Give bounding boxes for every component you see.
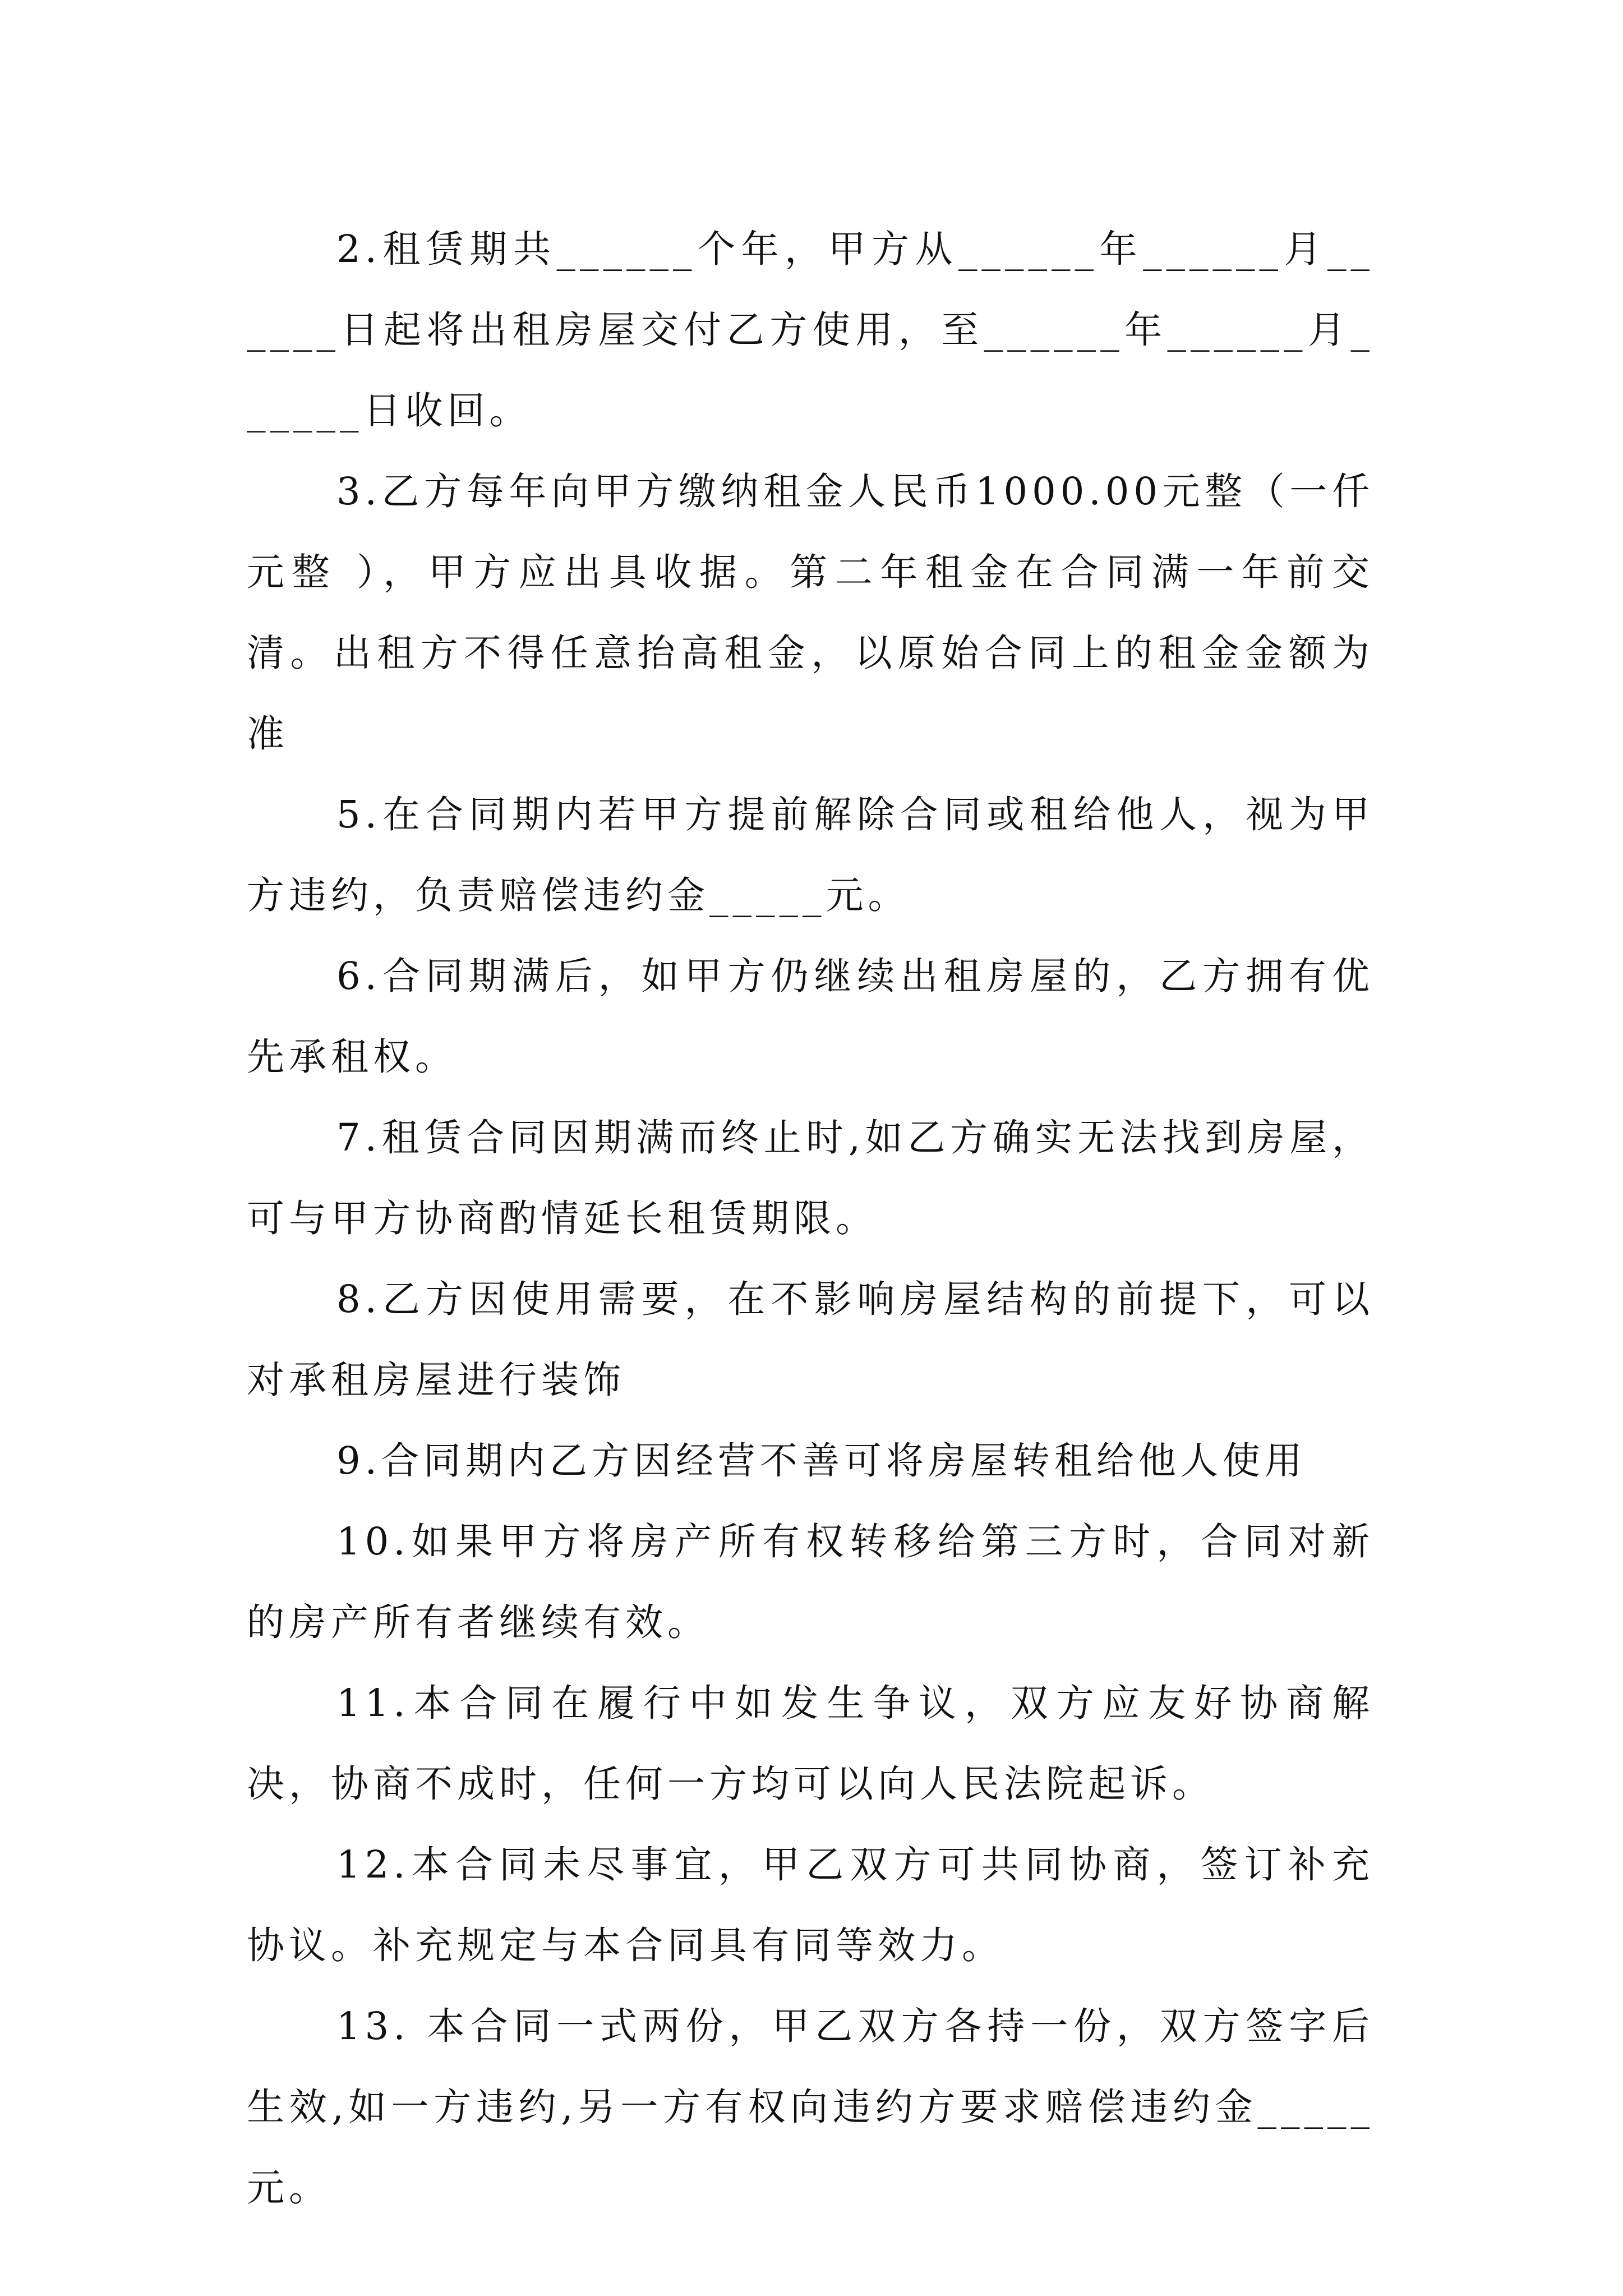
clause-12-supplementary: 12.本合同未尽事宜，甲乙双方可共同协商，签订补充协议。补充规定与本合同具有同等效力。 [247, 1843, 1374, 1967]
clause-7-extension: 7.租赁合同因期满而终止时,如乙方确实无法找到房屋，可与甲方协商酌情延长租赁期限。 [247, 1116, 1374, 1240]
clause-5-early-termination: 5.在合同期内若甲方提前解除合同或租给他人，视为甲方违约，负责赔偿违约金_____元。 [247, 793, 1374, 917]
clause-13-copies-effect: 13. 本合同一式两份，甲乙双方各持一份，双方签字后生效,如一方违约,另一方有权向违约方要求赔偿违约金_____元。 [247, 2004, 1374, 2210]
contract-body [247, 209, 1374, 2228]
clause-9-sublease: 9.合同期内乙方因经营不善可将房屋转租给他人使用 [336, 1439, 1307, 1483]
clause-2-lease-term: 2.租赁期共______个年，甲方从______年______月______日起将出租房屋交付乙方使用，至______年______月______日收回。 [247, 227, 1374, 432]
clause-11-disputes: 11.本合同在履行中如发生争议，双方应友好协商解决，协商不成时，任何一方均可以向人民法院起诉。 [247, 1681, 1374, 1806]
clause-10-ownership-transfer: 10.如果甲方将房产所有权转移给第三方时，合同对新的房产所有者继续有效。 [247, 1520, 1374, 1644]
clause-8-decoration: 8.乙方因使用需要，在不影响房屋结构的前提下，可以对承租房屋进行装饰 [247, 1277, 1374, 1402]
clause-6-priority-renewal: 6.合同期满后，如甲方仍继续出租房屋的，乙方拥有优先承租权。 [247, 954, 1374, 1079]
clause-3-rent-payment: 3.乙方每年向甲方缴纳租金人民币1000.00元整（一仟元整 ），甲方应出具收据。第二年租金在合同满一年前交清。出租方不得任意抬高租金，以原始合同上的租金金额为准 [247, 470, 1374, 756]
